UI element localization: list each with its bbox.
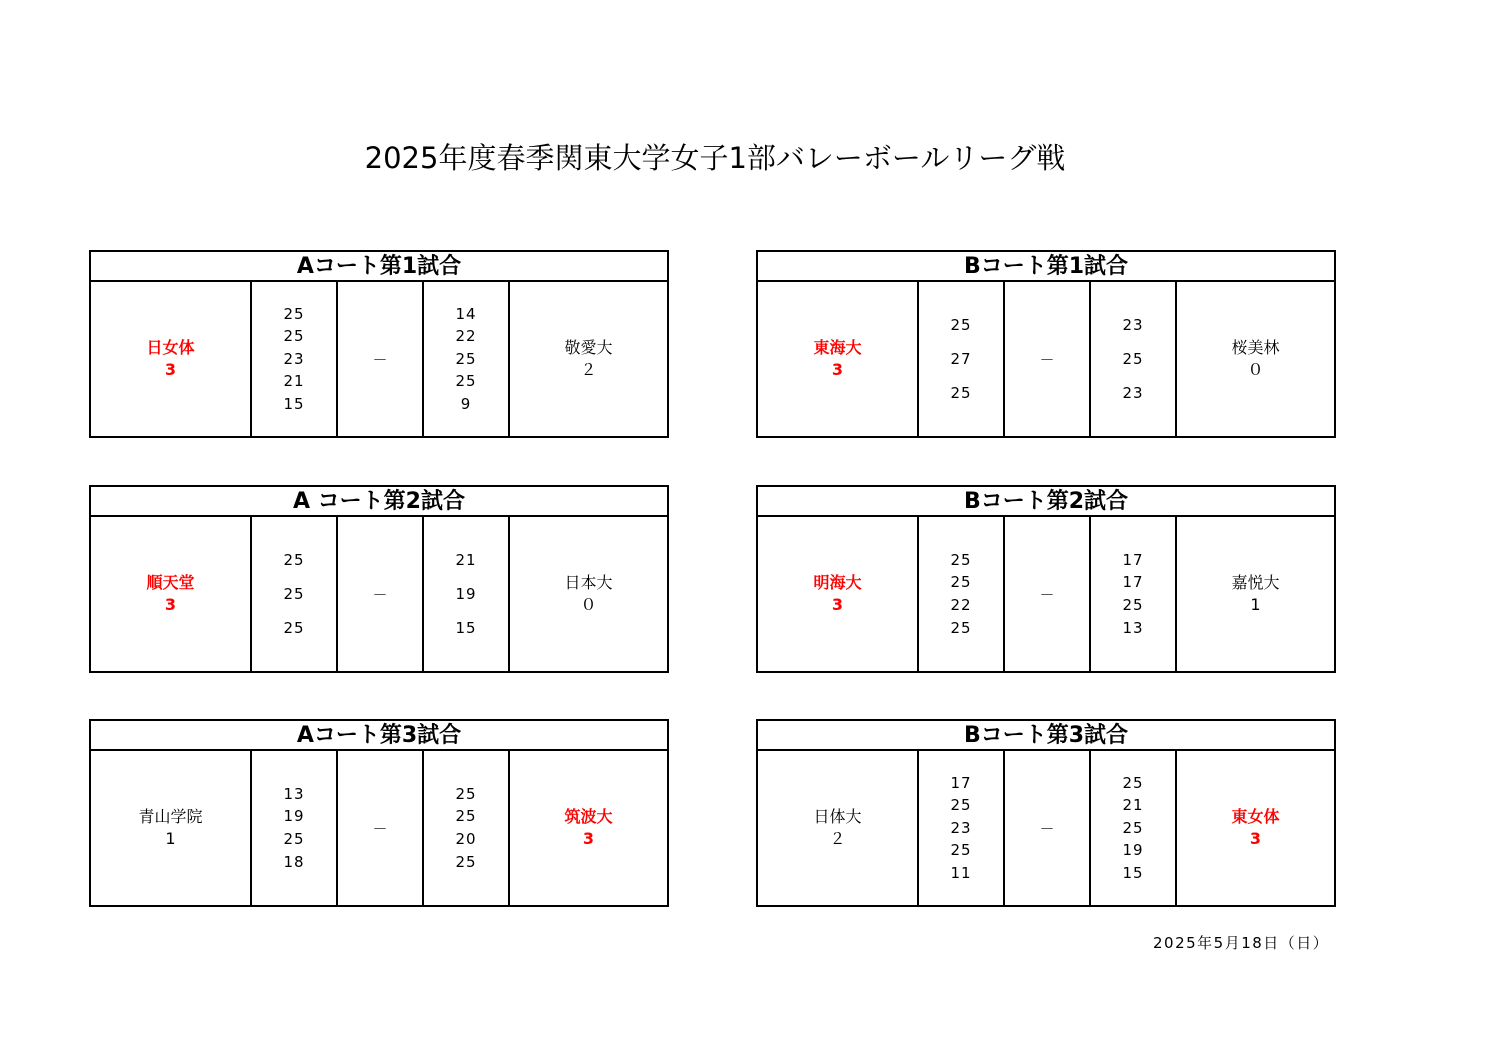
right-team — [1231, 572, 1279, 616]
page-title: 2025年度春季関東大学女子1部バレーボールリーグ戦 — [364, 141, 1066, 175]
team-name: 嘉悦大 — [1231, 573, 1280, 592]
score-separator: － — [1039, 585, 1055, 604]
team-name: 順天堂 — [146, 573, 195, 592]
left-scores-cell — [252, 517, 338, 671]
right-team-cell — [1177, 282, 1334, 436]
team-name: 明海大 — [813, 573, 862, 592]
set-score: 22 — [455, 327, 477, 346]
sets-won: ０ — [580, 595, 597, 614]
left-team-cell — [91, 751, 252, 905]
set-score: 25 — [950, 384, 972, 402]
right-team — [1231, 806, 1279, 850]
left-team-cell — [91, 517, 252, 671]
set-score: 9 — [460, 394, 472, 413]
separator-cell — [338, 517, 424, 671]
match-header: Aコート第1試合 — [91, 252, 667, 282]
right-scores-cell — [424, 751, 510, 905]
left-scores-cell — [252, 282, 338, 436]
set-score: 25 — [283, 619, 305, 637]
left-team-cell — [91, 282, 252, 436]
set-score: 21 — [283, 372, 305, 391]
set-score: 25 — [950, 618, 972, 637]
set-score: 25 — [950, 841, 972, 860]
left-team — [813, 572, 861, 616]
right-team-cell — [510, 517, 667, 671]
set-score: 25 — [283, 327, 305, 346]
right-team-cell — [510, 751, 667, 905]
right-team-cell — [510, 282, 667, 436]
sets-won: 3 — [582, 829, 595, 848]
set-score: 25 — [1122, 350, 1144, 368]
score-separator: － — [372, 350, 388, 369]
set-score: 19 — [455, 585, 477, 603]
right-scores-cell — [1091, 751, 1177, 905]
set-score: 14 — [455, 304, 477, 323]
set-score: 25 — [950, 550, 972, 569]
sets-won: ２ — [580, 360, 597, 379]
match-table — [89, 250, 669, 438]
set-score: 13 — [1122, 618, 1144, 637]
right-scores-cell — [424, 282, 510, 436]
set-score: 23 — [1122, 316, 1144, 334]
team-name: 敬愛大 — [564, 338, 613, 357]
set-score: 25 — [455, 784, 477, 803]
team-name: 青山学院 — [138, 807, 203, 826]
left-team-cell — [758, 751, 919, 905]
match-header: Aコート第3試合 — [91, 721, 667, 751]
score-separator: － — [372, 819, 388, 838]
set-score: 27 — [950, 350, 972, 368]
sets-won: ０ — [1247, 360, 1264, 379]
set-score: 11 — [950, 863, 972, 882]
set-score: 25 — [283, 551, 305, 569]
team-name: 日体大 — [813, 807, 862, 826]
team-name: 筑波大 — [564, 807, 613, 826]
set-score: 25 — [950, 316, 972, 334]
sets-won: 3 — [164, 595, 177, 614]
sets-won: 1 — [1250, 595, 1261, 614]
set-score: 23 — [950, 818, 972, 837]
set-score: 17 — [1122, 550, 1144, 569]
right-team — [1231, 337, 1279, 381]
set-score: 25 — [950, 573, 972, 592]
sets-won: 3 — [164, 360, 177, 379]
left-team-cell — [758, 282, 919, 436]
set-score: 25 — [1122, 773, 1144, 792]
set-score: 15 — [283, 394, 305, 413]
match-header: Bコート第1試合 — [758, 252, 1334, 282]
left-scores-cell — [252, 751, 338, 905]
team-name: 日本大 — [564, 573, 613, 592]
match-header: A コート第2試合 — [91, 487, 667, 517]
set-score: 25 — [283, 585, 305, 603]
left-team — [813, 806, 861, 850]
match-table — [89, 485, 669, 673]
match-table — [756, 719, 1336, 907]
separator-cell — [338, 751, 424, 905]
sets-won: 1 — [165, 829, 176, 848]
sets-won: 3 — [831, 595, 844, 614]
set-score: 25 — [1122, 596, 1144, 614]
left-team — [146, 572, 194, 616]
set-score: 21 — [455, 551, 477, 569]
sets-won: 3 — [831, 360, 844, 379]
match-table — [756, 250, 1336, 438]
set-score: 25 — [455, 807, 477, 826]
left-team-cell — [758, 517, 919, 671]
match-table — [89, 719, 669, 907]
team-name: 桜美林 — [1231, 338, 1280, 357]
separator-cell — [338, 282, 424, 436]
sets-won: 3 — [1249, 829, 1262, 848]
set-score: 25 — [950, 796, 972, 815]
right-team-cell — [1177, 517, 1334, 671]
right-team — [564, 806, 612, 850]
score-separator: － — [1039, 350, 1055, 369]
set-score: 19 — [283, 807, 305, 826]
right-team-cell — [1177, 751, 1334, 905]
set-score: 13 — [283, 784, 305, 803]
right-scores-cell — [1091, 517, 1177, 671]
score-separator: － — [1039, 819, 1055, 838]
match-table — [756, 485, 1336, 673]
set-score: 25 — [455, 852, 477, 871]
team-name: 東女体 — [1231, 807, 1280, 826]
set-score: 20 — [455, 830, 477, 848]
score-separator: － — [372, 585, 388, 604]
set-score: 23 — [1122, 384, 1144, 402]
set-score: 25 — [283, 304, 305, 323]
left-team — [146, 337, 194, 381]
right-scores-cell — [424, 517, 510, 671]
set-score: 17 — [950, 773, 972, 792]
right-team — [564, 572, 612, 616]
set-score: 21 — [1122, 796, 1144, 815]
set-score: 25 — [455, 372, 477, 391]
separator-cell — [1005, 751, 1091, 905]
left-team — [813, 337, 861, 381]
set-score: 19 — [1122, 841, 1144, 860]
separator-cell — [1005, 517, 1091, 671]
set-score: 25 — [1122, 818, 1144, 837]
left-scores-cell — [919, 751, 1005, 905]
set-score: 22 — [950, 596, 972, 614]
set-score: 17 — [1122, 573, 1144, 592]
team-name: 東海大 — [813, 338, 862, 357]
set-score: 25 — [455, 349, 477, 368]
match-date: 2025年5月18日（日） — [1153, 934, 1330, 952]
match-header: Bコート第2試合 — [758, 487, 1334, 517]
match-header: Bコート第3試合 — [758, 721, 1334, 751]
sets-won: ２ — [829, 829, 846, 848]
separator-cell — [1005, 282, 1091, 436]
set-score: 18 — [283, 852, 305, 871]
left-scores-cell — [919, 282, 1005, 436]
right-team — [564, 337, 612, 381]
set-score: 23 — [283, 349, 305, 368]
set-score: 15 — [455, 619, 477, 637]
team-name: 日女体 — [146, 338, 195, 357]
right-scores-cell — [1091, 282, 1177, 436]
set-score: 25 — [283, 830, 305, 848]
set-score: 15 — [1122, 863, 1144, 882]
left-scores-cell — [919, 517, 1005, 671]
left-team — [138, 806, 202, 850]
